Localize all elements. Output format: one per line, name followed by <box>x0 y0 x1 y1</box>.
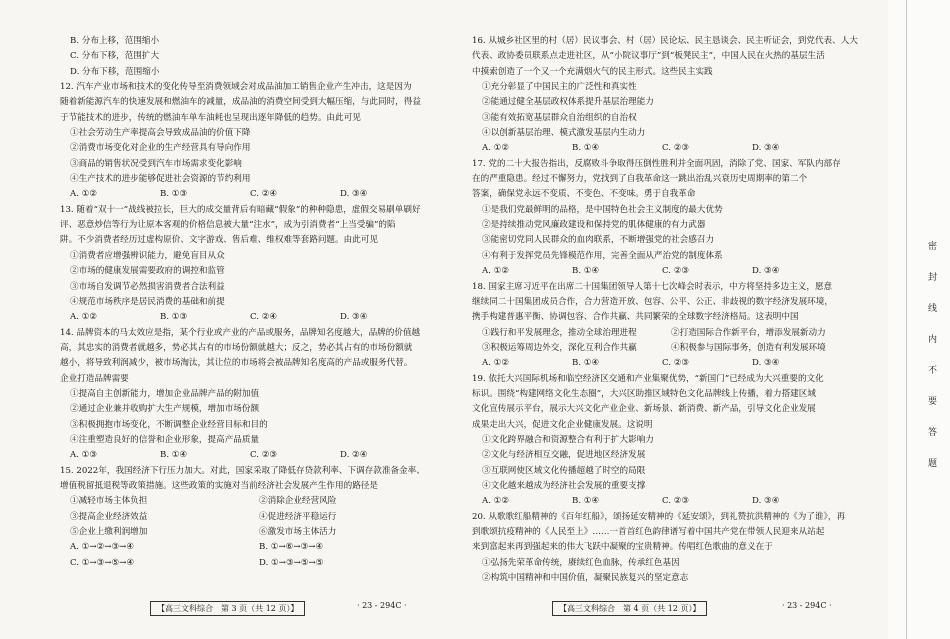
statement: ③积极运筹周边外交，深化互利合作共赢 <box>482 342 637 353</box>
seal-line-char: 密 <box>928 242 938 252</box>
seal-line-char: 题 <box>928 459 938 469</box>
question-text-line: 到歌颂抗疫精神的《人民至上》……一首首红色韵律谱写着中国共产党在带领人民迎来从站起 <box>472 527 825 537</box>
answer-option: D. ③④ <box>752 143 780 154</box>
answer-option: C. ②④ <box>250 312 278 323</box>
answer-options <box>472 356 860 371</box>
question-text-line: 随着新能源汽车的快速发展和燃油车的减量，成品油的消费空间受到大幅压缩，与此同时，得益 <box>60 97 421 108</box>
question-text-line: 于节能技术的进步，传统的燃油车单车油耗也呈现出逐年降低的趋势。由此可见 <box>60 112 361 123</box>
answer-options <box>60 310 448 325</box>
answer-options <box>472 141 860 156</box>
statement-pair <box>472 341 860 356</box>
statement-pair <box>60 525 448 540</box>
statement-line: ③能有效拓宽基层群众自治组织的自治权 <box>482 112 637 123</box>
statement-pair <box>60 510 448 525</box>
statement: ④促进经济平稳运行 <box>259 511 337 522</box>
question-text-line: 携手构建普惠平衡、协调包容、合作共赢、共同繁荣的全球数字经济格局。这表明中国 <box>472 312 799 323</box>
question-text-line: 14. 品牌资本的马太效应是指，某个行业或产业的产品或服务，品牌知名度越大，品牌的价值越 <box>60 327 421 338</box>
answer-option: A. ①② <box>482 266 510 277</box>
statement: ②消除企业经营风险 <box>259 496 337 507</box>
statement-pair <box>60 494 448 509</box>
footer-code: · 23 - 294C · <box>782 601 832 610</box>
answer-option: A. ①② <box>70 189 98 200</box>
seal-line-char: 不 <box>928 366 938 376</box>
answer-option: B. ①④ <box>572 496 600 507</box>
question-text-line: 标识。围绕“构建网络文化生态圈”，大兴区助推区域特色文化品牌线上传播，着力搭建区域 <box>472 388 816 399</box>
statement-line: ①提高自主创新能力，增加企业品牌产品的附加值 <box>70 388 260 399</box>
answer-option: D. ③④ <box>752 496 780 507</box>
statement-line: ③商品的销售状况受到汽车市场需求变化影响 <box>70 158 242 169</box>
statement-line: ②消费市场变化对企业的生产经营具有导向作用 <box>70 143 251 154</box>
statement-line: ③市场自发调节必然损害消费者合法利益 <box>70 281 225 292</box>
statement-line: ④注重塑造良好的信誉和企业形象，提高产品质量 <box>70 434 260 445</box>
statement-line: ②构筑中国精神和中国价值，凝聚民族复兴的坚定意志 <box>482 573 689 584</box>
statement: ①减轻市场主体负担 <box>70 496 148 507</box>
answer-option: D. ③④ <box>340 312 368 323</box>
question-text-line: 增值税留抵退税等政策措施。这些政策的实施对当前经济社会发展产生作用的路径是 <box>60 480 378 491</box>
answer-option: A. ①② <box>482 358 510 369</box>
question-text-line: 13. 随着“双十一”战线被拉长，巨大的成交量背后有暗藏“假象”的种种隐患，虚假交易刷单刷好 <box>60 204 421 215</box>
footer-page-4 <box>552 601 707 616</box>
statement: B. ①→⑥→③→④ <box>259 542 324 553</box>
question-text-line: 越小，将导致利润减少，被市场淘汰，其让位的市场将会被品牌知名度高的产品或服务代替。 <box>60 358 413 369</box>
question-text-line: 文化宣传展示平台，展示大兴文化产业企业、新场景、新消费、新产品，引导文化企业发展 <box>472 404 816 415</box>
question-text-line: 阱。不少消费者经历过虚构原价、文字游戏、售后难、维权难等套路问题。由此可见 <box>60 235 378 246</box>
binding-margin-strip <box>888 0 950 639</box>
statement: D. ①→③→⑤→⑤ <box>259 557 324 568</box>
statement-line: ④以创新基层治理、模式激发基层内生动力 <box>482 128 646 139</box>
statement: A. ①→②→③→④ <box>70 542 135 553</box>
answer-option: C. ②④ <box>250 189 278 200</box>
statement-line: ①消费者应增强辨识能力，避免盲目从众 <box>70 250 225 261</box>
statement-line: B. 分布上移，范围缩小 <box>70 36 160 46</box>
statement-line: ③互联网使区域文化传播超越了时空的局限 <box>482 465 646 476</box>
question-text-line: 继续同二十国集团成员合作，合力营造开放、包容、公平、公正、非歧视的数字经济发展环境， <box>472 296 833 307</box>
answer-option: B. ①④ <box>160 450 188 461</box>
seal-line-char: 封 <box>928 273 938 283</box>
answer-option: B. ①④ <box>572 358 600 369</box>
statement-line: ④生产技术的进步能够促进社会资源的节约利用 <box>70 174 251 185</box>
question-text-line: 12. 汽车产业市场和技术的变化传导至消费领域会对成品油加工销售企业产生冲击，这是因为 <box>60 82 412 93</box>
seal-line-char: 答 <box>928 428 938 438</box>
question-text-line: 高，其忠实的消费者就越多，势必其占有的市场份额就越大；反之，势必其占有的市场份额就 <box>60 342 413 353</box>
footer-page-label: 【高三文科综合 第 4 页（共 12 页）】 <box>552 601 707 616</box>
seal-line-char: 要 <box>928 397 938 407</box>
question-text-line: 16. 从城乡社区里的村（居）民议事会、村（居）民论坛、民主恳谈会、民主听证会，到党代表、人大 <box>472 36 858 46</box>
question-text-line: 中摸索创造了一个又一个充满烟火气的民主形式。这些民主实践 <box>472 66 713 77</box>
answer-option: A. ①② <box>70 312 98 323</box>
page-3 <box>0 0 452 639</box>
statement-line: ④规范市场秩序是居民消费的基础和前提 <box>70 296 225 307</box>
statement: ④积极参与国际事务，创造有利发展环境 <box>671 342 826 353</box>
question-text-line: 企业打造品牌需要 <box>60 373 129 384</box>
statement-pair <box>60 540 448 555</box>
statement: C. ①→③→⑤→④ <box>70 557 135 568</box>
statement-line: ①社会劳动生产率提高会导致成品油的价值下降 <box>70 128 251 139</box>
statement-pair <box>472 326 860 341</box>
statement: ③提高企业经济效益 <box>70 511 148 522</box>
statement-line: ②能通过健全基层政权体系提升基层治理能力 <box>482 97 654 108</box>
left-column-text <box>60 34 448 571</box>
footer-page-label: 【高三文科综合 第 3 页（共 12 页）】 <box>150 601 305 616</box>
statement-pair <box>60 556 448 571</box>
statement-line: D. 分布下移，范围缩小 <box>70 66 160 77</box>
statement-line: ②文化与经济相互交融，促进地区经济发展 <box>482 450 646 461</box>
statement-line: C. 分布下移，范围扩大 <box>70 51 160 62</box>
answer-option: C. ②③ <box>662 143 690 154</box>
statement-line: ①文化跨界融合和资源整合有利于扩大影响力 <box>482 434 654 445</box>
statement: ②打造国际合作新平台，增添发展新动力 <box>671 327 826 338</box>
footer-code: · 23 - 294C · <box>357 601 407 610</box>
statement-line: ②市场的健康发展需要政府的调控和监管 <box>70 266 225 277</box>
question-text-line: 17. 党的二十大报告指出，反腐败斗争取得压倒性胜利并全面巩固，消除了党、国家、军队内部存 <box>472 158 841 169</box>
answer-option: D. ③④ <box>340 189 368 200</box>
answer-option: B. ①③ <box>160 312 188 323</box>
statement-line: ④有利于发挥党员先锋模范作用，完善全面从严治党的制度体系 <box>482 250 723 261</box>
statement-line: ①是我们党最鲜明的品格，是中国特色社会主义制度的最大优势 <box>482 204 723 215</box>
question-text-line: 15. 2022年，我国经济下行压力加大。对此，国家采取了降低存贷款利率、下调存款准备金率、 <box>60 465 425 476</box>
answer-option: A. ①② <box>482 496 510 507</box>
statement: ⑥激发市场主体活力 <box>259 527 337 537</box>
footer-page-3 <box>150 601 305 616</box>
question-text-line: 20. 从歌歌红船精神的《百年红船》，颂扬延安精神的《延安颂》，到礼赞抗洪精神的《为了谁》，再 <box>472 511 846 522</box>
statement-line: ②是持续推动党风廉政建设和保持党的肌体健康的有力武器 <box>482 220 706 231</box>
answer-option: D. ③④ <box>752 358 780 369</box>
statement-line: ②通过企业兼并收购扩大生产规模，增加市场份额 <box>70 404 260 415</box>
answer-option: D. ②④ <box>340 450 368 461</box>
statement-line: ③积极拥抱市场变化，不断调整企业经营目标和目的 <box>70 419 268 430</box>
seal-line-char: 线 <box>928 304 938 314</box>
question-text-line: 19. 依托大兴国际机场和临空经济区交通和产业集聚优势，“新国门”已经成为大兴重要的文化 <box>472 373 824 384</box>
answer-option: A. ①③ <box>70 450 98 461</box>
answer-option: C. ②③ <box>662 496 690 507</box>
question-text-line: 评、恶意炒信等行为让原本客观的价格信息被大量“注水”，成为引消费者“上当受骗”的陷 <box>60 220 396 231</box>
statement-line: ④文化越来越成为经济社会发展的重要支撑 <box>482 480 646 491</box>
question-text-line: 18. 国家主席习近平在出席二十国集团领导人第十七次峰会时表示，中方将坚持多边主义，愿意 <box>472 281 833 292</box>
answer-options <box>472 264 860 279</box>
answer-option: C. ②③ <box>662 266 690 277</box>
answer-option: B. ①④ <box>572 266 600 277</box>
statement: ①践行和平发展理念，推动全球治理进程 <box>482 327 637 338</box>
binding-line <box>906 0 907 639</box>
statement-line: ①充分彰显了中国民主的广泛性和真实性 <box>482 82 637 93</box>
answer-option: B. ①④ <box>572 143 600 154</box>
question-text-line: 代表、政协委员联系点走进社区，从“小院议事厅”到“板凳民主”，中国人民在火热的基层生活 <box>472 51 825 62</box>
question-text-line: 成果走出大兴，促进文化企业健康发展。这说明 <box>472 419 653 430</box>
answer-option: D. ③④ <box>752 266 780 277</box>
answer-options <box>472 494 860 509</box>
statement-line: ③能密切党同人民群众的血肉联系，不断增强党的社会感召力 <box>482 235 715 246</box>
statement: ⑤企业上缴利润增加 <box>70 527 148 537</box>
answer-option: C. ②③ <box>662 358 690 369</box>
question-text-line: 在的严重隐患。经过不懈努力，党找到了自我革命这一跳出治乱兴衰历史周期率的第二个 <box>472 174 808 185</box>
page-4 <box>464 0 864 639</box>
answer-option: A. ①② <box>482 143 510 154</box>
answer-options <box>60 187 448 202</box>
seal-line-char: 内 <box>928 335 938 345</box>
answer-options <box>60 448 448 463</box>
right-column-text <box>472 34 860 586</box>
answer-option: B. ①③ <box>160 189 188 200</box>
answer-option: C. ②③ <box>250 450 278 461</box>
question-text-line: 来到富起来再到强起来的伟大飞跃中凝聚的宝贵精神。传唱红色歌曲的意义在于 <box>472 542 773 553</box>
question-text-line: 答案，确保党永远不变质、不变色、不变味。勇于自我革命 <box>472 189 696 200</box>
statement-line: ①弘扬先荣革命传统，赓续红色血脉，传承红色基因 <box>482 557 680 568</box>
